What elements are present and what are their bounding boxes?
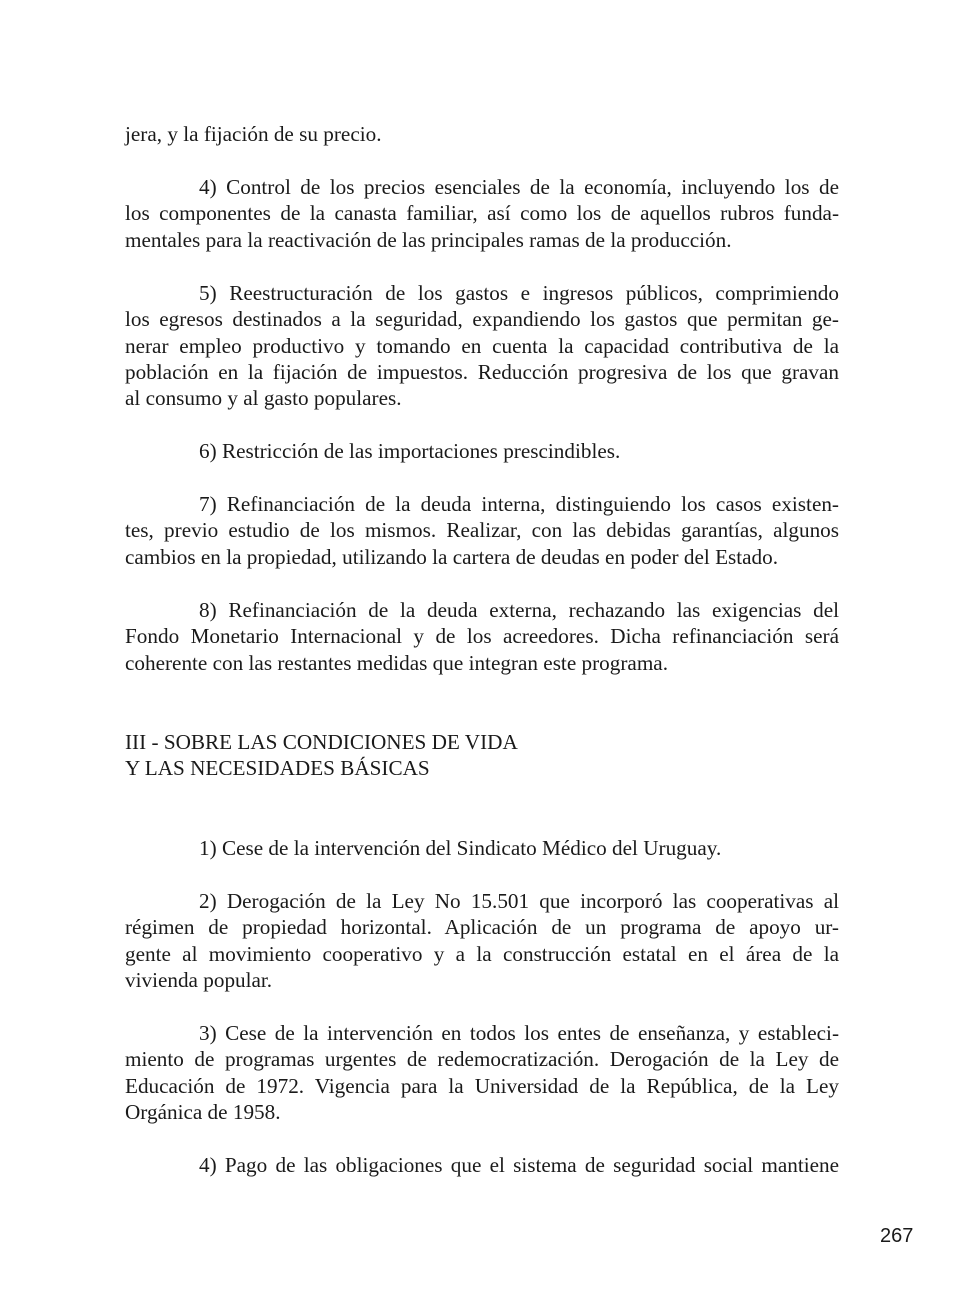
text-line: gente al movimiento cooperativo y a la construcción estatal en el área de la: [125, 941, 839, 966]
text-line: Fondo Monetario Internacional y de los acreedores. Dicha refinanciación será: [125, 624, 839, 649]
text-line: al consumo y al gasto populares.: [125, 386, 402, 411]
text-line: 7) Refinanciación de la deuda interna, distinguiendo los casos existen-: [199, 492, 839, 516]
paragraph-section3-item-4: [125, 1152, 839, 1178]
text-line: jera, y la fijación de su precio.: [125, 122, 382, 146]
text-line: 3) Cese de la intervención en todos los entes de enseñanza, y estableci-: [199, 1021, 839, 1045]
paragraph-continuation: [125, 121, 839, 147]
text-line: cambios en la propiedad, utilizando la cartera de deudas en poder del Estado.: [125, 544, 779, 569]
paragraph-item-6: [125, 438, 839, 464]
page-number: 267: [880, 1225, 914, 1247]
text-line: 4) Control de los precios esenciales de la economía, incluyendo los de: [199, 175, 839, 199]
paragraph-item-8: [125, 597, 839, 676]
text-line: Orgánica de 1958.: [125, 1099, 281, 1124]
text-line: tes, previo estudio de los mismos. Realizar, con las debidas garantías, algunos: [125, 518, 839, 543]
text-line: 1) Cese de la intervención del Sindicato Médico del Uruguay.: [199, 836, 722, 860]
section-heading-line-2: Y LAS NECESIDADES BÁSICAS: [125, 756, 430, 781]
paragraph-section3-item-1: [125, 835, 839, 861]
section-heading-line-1: III - SOBRE LAS CONDICIONES DE VIDA: [125, 730, 518, 754]
text-line: mentales para la reactivación de las principales ramas de la producción.: [125, 227, 732, 252]
text-line: 6) Restricción de las importaciones prescindibles.: [199, 439, 621, 463]
text-line: Educación de 1972. Vigencia para la Universidad de la República, de la Ley: [125, 1073, 839, 1098]
paragraph-section3-item-2: [125, 888, 839, 993]
paragraph-item-7: [125, 491, 839, 570]
paragraph-item-5: [125, 280, 839, 411]
paragraph-section3-item-3: [125, 1020, 839, 1125]
text-line: vivienda popular.: [125, 967, 273, 992]
text-line: nerar empleo productivo y tomando en cuenta la capacidad contributiva de la: [125, 333, 839, 358]
text-line: 2) Derogación de la Ley No 15.501 que incorporó las cooperativas al: [199, 889, 839, 913]
text-line: 5) Reestructuración de los gastos e ingresos públicos, comprimiendo: [199, 281, 839, 305]
text-line: coherente con las restantes medidas que integran este programa.: [125, 650, 669, 675]
section-heading: [125, 729, 518, 782]
text-line: 4) Pago de las obligaciones que el sistema de seguridad social mantiene: [199, 1153, 839, 1177]
text-line: régimen de propiedad horizontal. Aplicación de un programa de apoyo ur-: [125, 915, 839, 940]
text-line: los componentes de la canasta familiar, así como los de aquellos rubros funda-: [125, 201, 839, 226]
text-line: 8) Refinanciación de la deuda externa, rechazando las exigencias del: [199, 598, 839, 622]
text-line: los egresos destinados a la seguridad, expandiendo los gastos que permitan ge-: [125, 307, 839, 332]
text-line: población en la fijación de impuestos. Reducción progresiva de los que gravan: [125, 359, 839, 384]
paragraph-item-4: [125, 174, 839, 253]
text-line: miento de programas urgentes de redemocratización. Derogación de la Ley de: [125, 1047, 839, 1072]
